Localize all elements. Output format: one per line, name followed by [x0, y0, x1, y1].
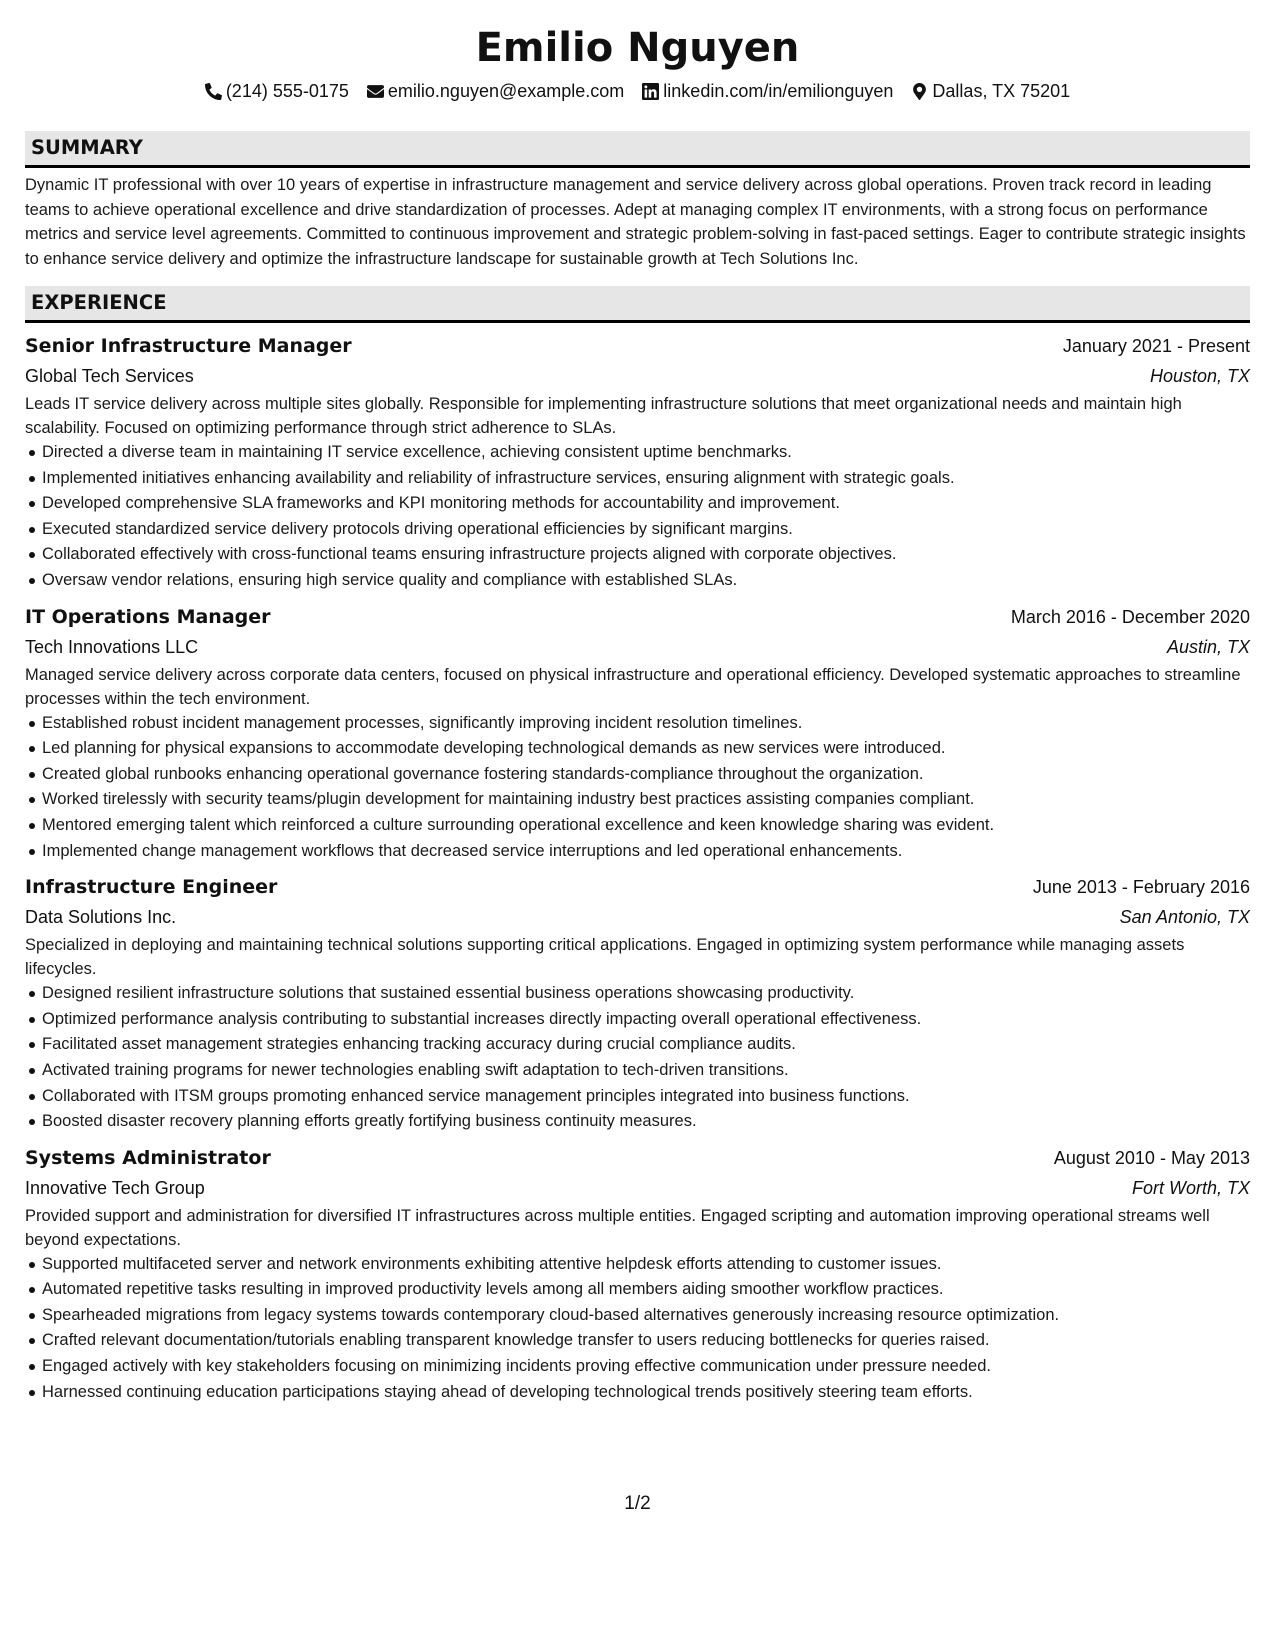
- contact-email[interactable]: [367, 78, 624, 104]
- job-subheader: [25, 361, 1250, 391]
- contact-bar: [25, 78, 1250, 104]
- contact-linkedin[interactable]: [642, 78, 893, 104]
- job-bullet: Harnessed continuing education participations staying ahead of developing technological trends positively steering team efforts.: [42, 1380, 1250, 1406]
- job-bullet: Worked tirelessly with security teams/plugin development for maintaining industry best practices assisting companies compliant.: [42, 787, 1250, 813]
- phone-icon: [205, 83, 222, 100]
- job-subheader: [25, 902, 1250, 932]
- job-bullet: Automated repetitive tasks resulting in improved productivity levels among all members aiding smoother workflow practices.: [42, 1277, 1250, 1303]
- job-header: [25, 331, 1250, 361]
- job-header: [25, 602, 1250, 632]
- experience-heading: EXPERIENCE: [25, 286, 1250, 323]
- job-bullet: Spearheaded migrations from legacy systems towards contemporary cloud-based alternatives generously increasing resource optimization.: [42, 1303, 1250, 1329]
- job-company: Innovative Tech Group: [25, 1177, 205, 1198]
- job-bullet: Crafted relevant documentation/tutorials enabling transparent knowledge transfer to users reducing bottlenecks for queries raised.: [42, 1328, 1250, 1354]
- job-dates: March 2016 - December 2020: [1010, 606, 1250, 627]
- job-bullet: Collaborated effectively with cross-functional teams ensuring infrastructure projects aligned with corporate objectives.: [42, 542, 1250, 568]
- job-bullet: Led planning for physical expansions to accommodate developing technological demands as new services were introduced.: [42, 736, 1250, 762]
- job-bullet: Collaborated with ITSM groups promoting enhanced service management principles integrated into business functions.: [42, 1084, 1250, 1110]
- email-link[interactable]: emilio.nguyen@example.com: [387, 81, 625, 101]
- experience-list: [25, 331, 1250, 1405]
- candidate-name: Emilio Nguyen: [475, 25, 800, 71]
- job-bullets: [25, 981, 1250, 1135]
- job-entry: [25, 1143, 1250, 1406]
- job-location: Fort Worth, TX: [1131, 1177, 1250, 1198]
- phone-text: (214) 555-0175: [225, 81, 349, 101]
- linkedin-icon: [642, 83, 659, 100]
- job-title: Senior Infrastructure Manager: [25, 335, 352, 357]
- job-description: Specialized in deploying and maintaining technical solutions supporting critical applications. Engaged in optimizing system performance while managing assets lifecycles.: [25, 936, 1185, 979]
- job-subheader: [25, 632, 1250, 662]
- location-text: Dallas, TX 75201: [932, 81, 1071, 101]
- job-dates: August 2010 - May 2013: [1053, 1147, 1250, 1168]
- job-company: Global Tech Services: [25, 366, 194, 386]
- job-company: Data Solutions Inc.: [25, 907, 177, 928]
- job-bullets: [25, 440, 1250, 594]
- job-title: IT Operations Manager: [25, 605, 271, 628]
- job-bullets: [25, 711, 1250, 865]
- job-location: San Antonio, TX: [1119, 907, 1250, 928]
- resume-page: [25, 0, 1250, 1405]
- job-entry: [25, 331, 1250, 594]
- job-subheader: [25, 1173, 1250, 1203]
- job-bullet: Directed a diverse team in maintaining IT service excellence, achieving consistent uptime benchmarks.: [42, 440, 1250, 466]
- job-bullet: Engaged actively with key stakeholders focusing on minimizing incidents proving effective communication under pressure needed.: [42, 1354, 1250, 1380]
- job-location: Austin, TX: [1166, 636, 1250, 657]
- job-entry: [25, 872, 1250, 1135]
- job-title: Systems Administrator: [25, 1146, 271, 1169]
- job-bullet: Activated training programs for newer technologies enabling swift adaptation to tech-driven transitions.: [42, 1058, 1250, 1084]
- contact-phone: [205, 78, 349, 104]
- summary-heading: SUMMARY: [25, 131, 1250, 168]
- job-location: Houston, TX: [1149, 366, 1250, 386]
- page-number: 1/2: [624, 1493, 651, 1514]
- job-title: Infrastructure Engineer: [25, 876, 278, 899]
- job-bullet: Executed standardized service delivery protocols driving operational efficiencies by significant margins.: [42, 517, 1250, 543]
- job-bullet: Mentored emerging talent which reinforced a culture surrounding operational excellence and keen knowledge sharing was evident.: [42, 813, 1250, 839]
- job-bullet: Created global runbooks enhancing operational governance fostering standards-compliance throughout the organization.: [42, 762, 1250, 788]
- summary-text: Dynamic IT professional with over 10 years of expertise in infrastructure management and service delivery across global operations. Proven track record in leading teams to achieve operational excellence and drive standardization of processes. Adept at managing complex IT environments, with a strong focus on performance metrics and service level agreements. Committed to continuous improvement and strategic problem-solving in fast-paced settings. Eager to contribute strategic insights to enhance service delivery and optimize the infrastructure landscape for sustainable growth at Tech Solutions Inc.: [25, 176, 1246, 268]
- map-pin-icon: [911, 83, 928, 100]
- job-bullet: Developed comprehensive SLA frameworks and KPI monitoring methods for accountability and improvement.: [42, 491, 1250, 517]
- job-bullet: Established robust incident management processes, significantly improving incident resolution timelines.: [42, 711, 1250, 737]
- envelope-icon: [367, 83, 384, 100]
- job-dates: January 2021 - Present: [1062, 336, 1250, 356]
- job-dates: June 2013 - February 2016: [1032, 877, 1250, 898]
- job-bullet: Boosted disaster recovery planning efforts greatly fortifying business continuity measures.: [42, 1109, 1250, 1135]
- job-description: Managed service delivery across corporate data centers, focused on physical infrastructure and operational efficiency. Developed systematic approaches to streamline processes within the tech environment.: [25, 665, 1241, 708]
- contact-location: [911, 78, 1070, 104]
- job-bullet: Facilitated asset management strategies enhancing tracking accuracy during crucial compliance audits.: [42, 1032, 1250, 1058]
- job-bullet: Optimized performance analysis contributing to substantial increases directly impacting overall operational effectiveness.: [42, 1007, 1250, 1033]
- job-entry: [25, 602, 1250, 865]
- job-header: [25, 1143, 1250, 1173]
- job-bullet: Implemented change management workflows that decreased service interruptions and led operational enhancements.: [42, 839, 1250, 865]
- job-description: Leads IT service delivery across multiple sites globally. Responsible for implementing infrastructure solutions that meet organizational needs and maintain high scalability. Focused on optimizing performance through strict adherence to SLAs.: [25, 395, 1182, 437]
- job-header: [25, 872, 1250, 902]
- job-bullet: Supported multifaceted server and network environments exhibiting attentive helpdesk efforts attending to customer issues.: [42, 1252, 1250, 1278]
- job-bullets: [25, 1252, 1250, 1406]
- job-bullet: Oversaw vendor relations, ensuring high service quality and compliance with established SLAs.: [42, 568, 1250, 594]
- linkedin-link[interactable]: linkedin.com/in/emilionguyen: [663, 81, 894, 101]
- job-bullet: Implemented initiatives enhancing availability and reliability of infrastructure services, ensuring alignment with strategic goals.: [42, 466, 1250, 492]
- job-description: Provided support and administration for diversified IT infrastructures across multiple entities. Engaged scripting and automation improving operational streams well beyond expectations.: [25, 1206, 1210, 1249]
- job-bullet: Designed resilient infrastructure solutions that sustained essential business operations showcasing productivity.: [42, 981, 1250, 1007]
- job-company: Tech Innovations LLC: [25, 636, 199, 657]
